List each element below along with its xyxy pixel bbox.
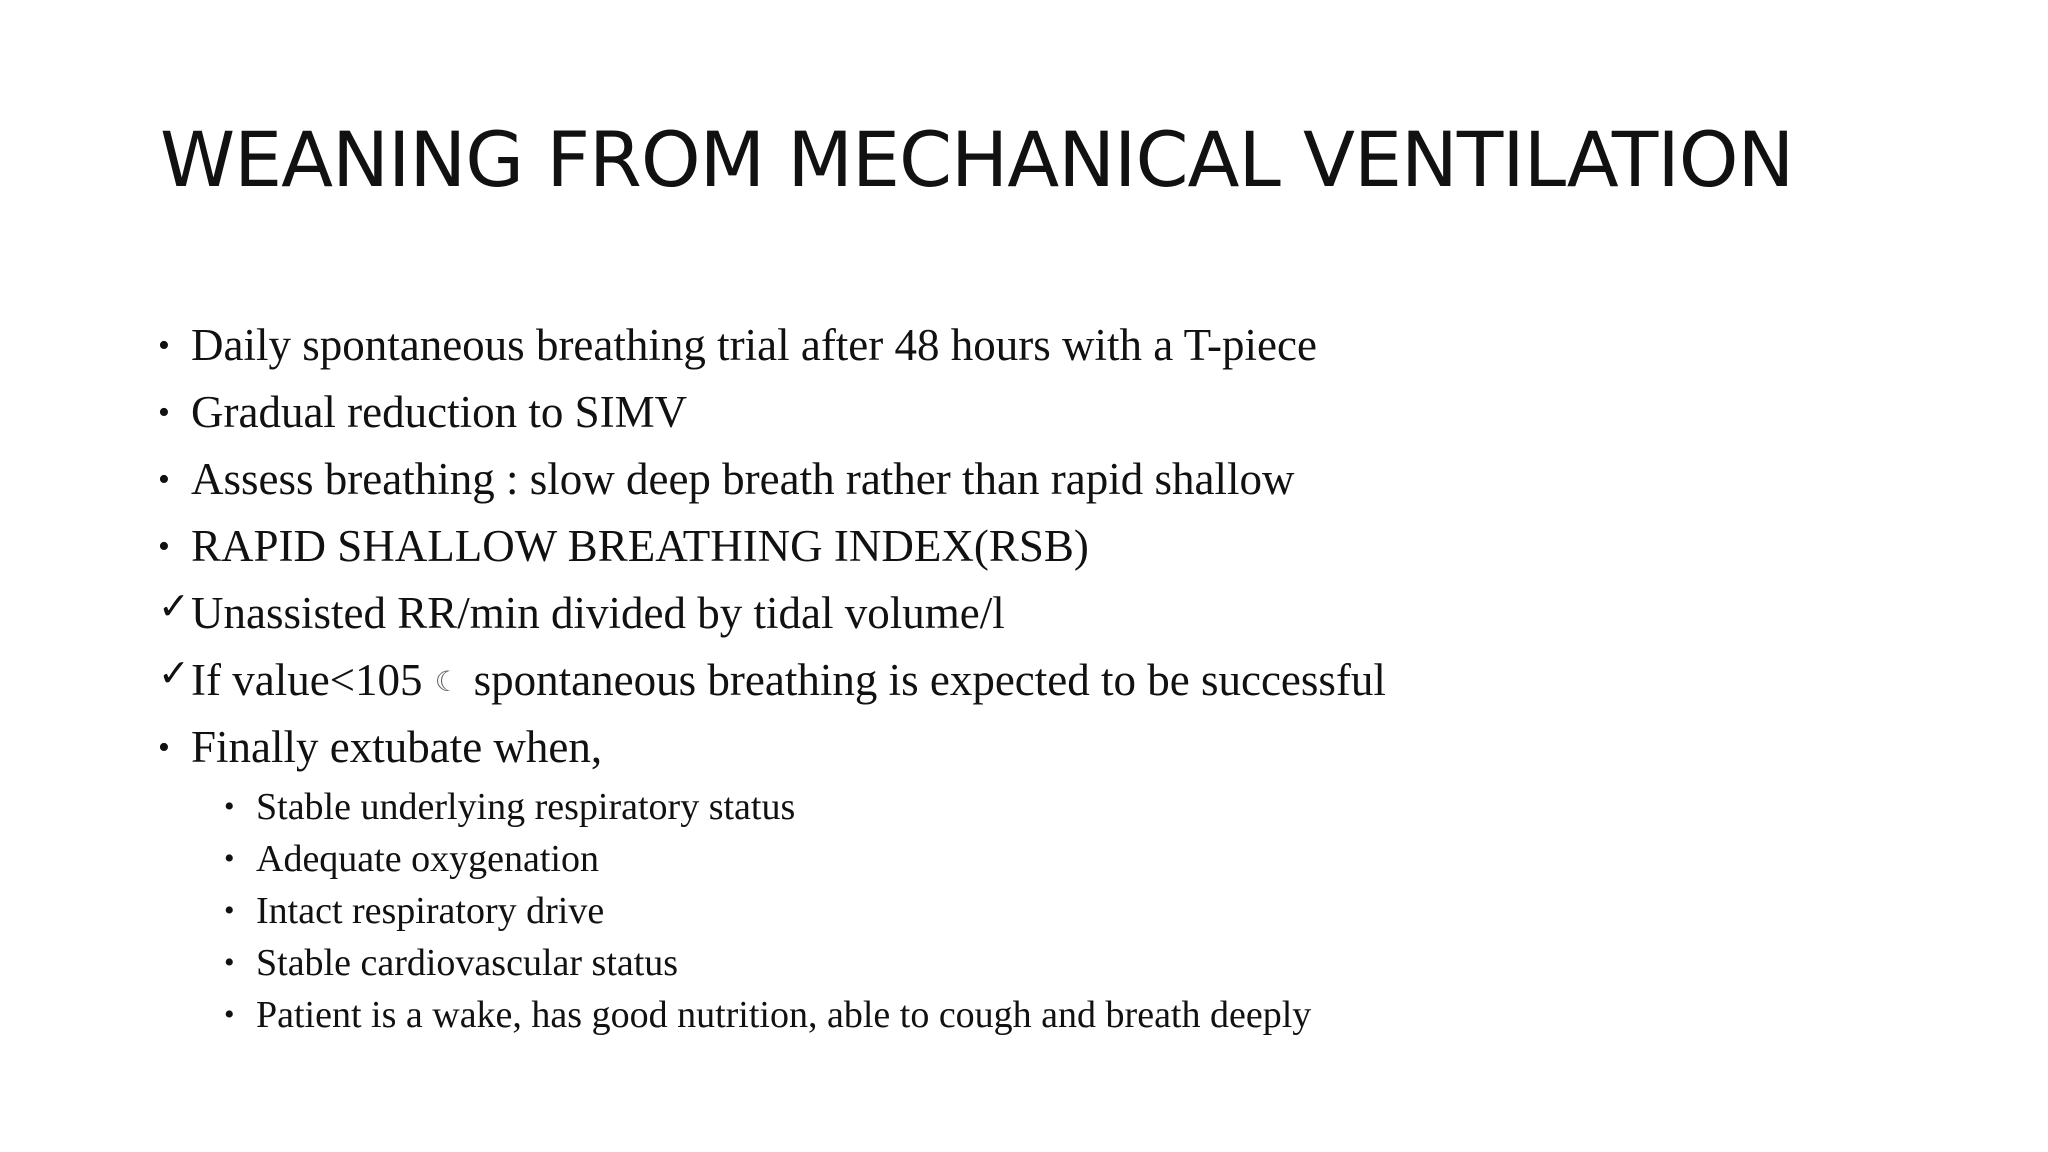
list-item-text: RAPID SHALLOW BREATHING INDEX(RSB) — [191, 521, 1089, 571]
sub-list-item-text: Stable cardiovascular status — [256, 942, 679, 984]
bullet-icon: • — [158, 729, 170, 766]
bullet-icon: • — [224, 790, 235, 823]
list-item — [158, 379, 1958, 446]
checkmark-icon: ✓ — [158, 653, 190, 695]
bullet-icon: • — [158, 461, 170, 498]
sub-list-item — [158, 885, 1958, 937]
crescent-moon-icon: ☾ — [434, 665, 460, 698]
bullet-icon: • — [158, 528, 170, 565]
list-item — [158, 580, 1958, 647]
list-item-text: spontaneous breathing is expected to be successful — [473, 655, 1386, 705]
bullet-icon: • — [158, 327, 170, 364]
list-item — [158, 714, 1958, 781]
list-item — [158, 513, 1958, 580]
sub-list-item — [158, 937, 1958, 989]
bullet-icon: • — [224, 842, 235, 875]
list-item-text: Gradual reduction to SIMV — [191, 387, 688, 437]
sub-list-item-text: Adequate oxygenation — [256, 838, 599, 880]
sub-list-item — [158, 989, 1958, 1041]
sub-list-item-text: Intact respiratory drive — [256, 890, 605, 932]
bullet-icon: • — [224, 998, 235, 1031]
checkmark-icon: ✓ — [158, 586, 190, 628]
bullet-icon: • — [158, 394, 170, 431]
bullet-list — [158, 312, 1958, 1041]
list-item-text: If value<105 — [191, 655, 423, 705]
bullet-icon: • — [224, 894, 235, 927]
bullet-icon: • — [224, 946, 235, 979]
list-item — [158, 647, 1958, 714]
list-item — [158, 446, 1958, 513]
sub-list-item-text: Patient is a wake, has good nutrition, able to cough and breath deeply — [256, 994, 1312, 1036]
sub-list-item — [158, 781, 1958, 833]
list-item-text: Unassisted RR/min divided by tidal volume/l — [191, 588, 1005, 638]
list-item-text: Finally extubate when, — [191, 722, 603, 772]
list-item-text: Assess breathing : slow deep breath rather than rapid shallow — [191, 454, 1295, 504]
slide-title: WEANING FROM MECHANICAL VENTILATION — [160, 115, 1794, 204]
sub-list-item — [158, 833, 1958, 885]
list-item — [158, 312, 1958, 379]
sub-list-item-text: Stable underlying respiratory status — [256, 786, 796, 828]
list-item-text: Daily spontaneous breathing trial after 48 hours with a T-piece — [191, 320, 1317, 370]
